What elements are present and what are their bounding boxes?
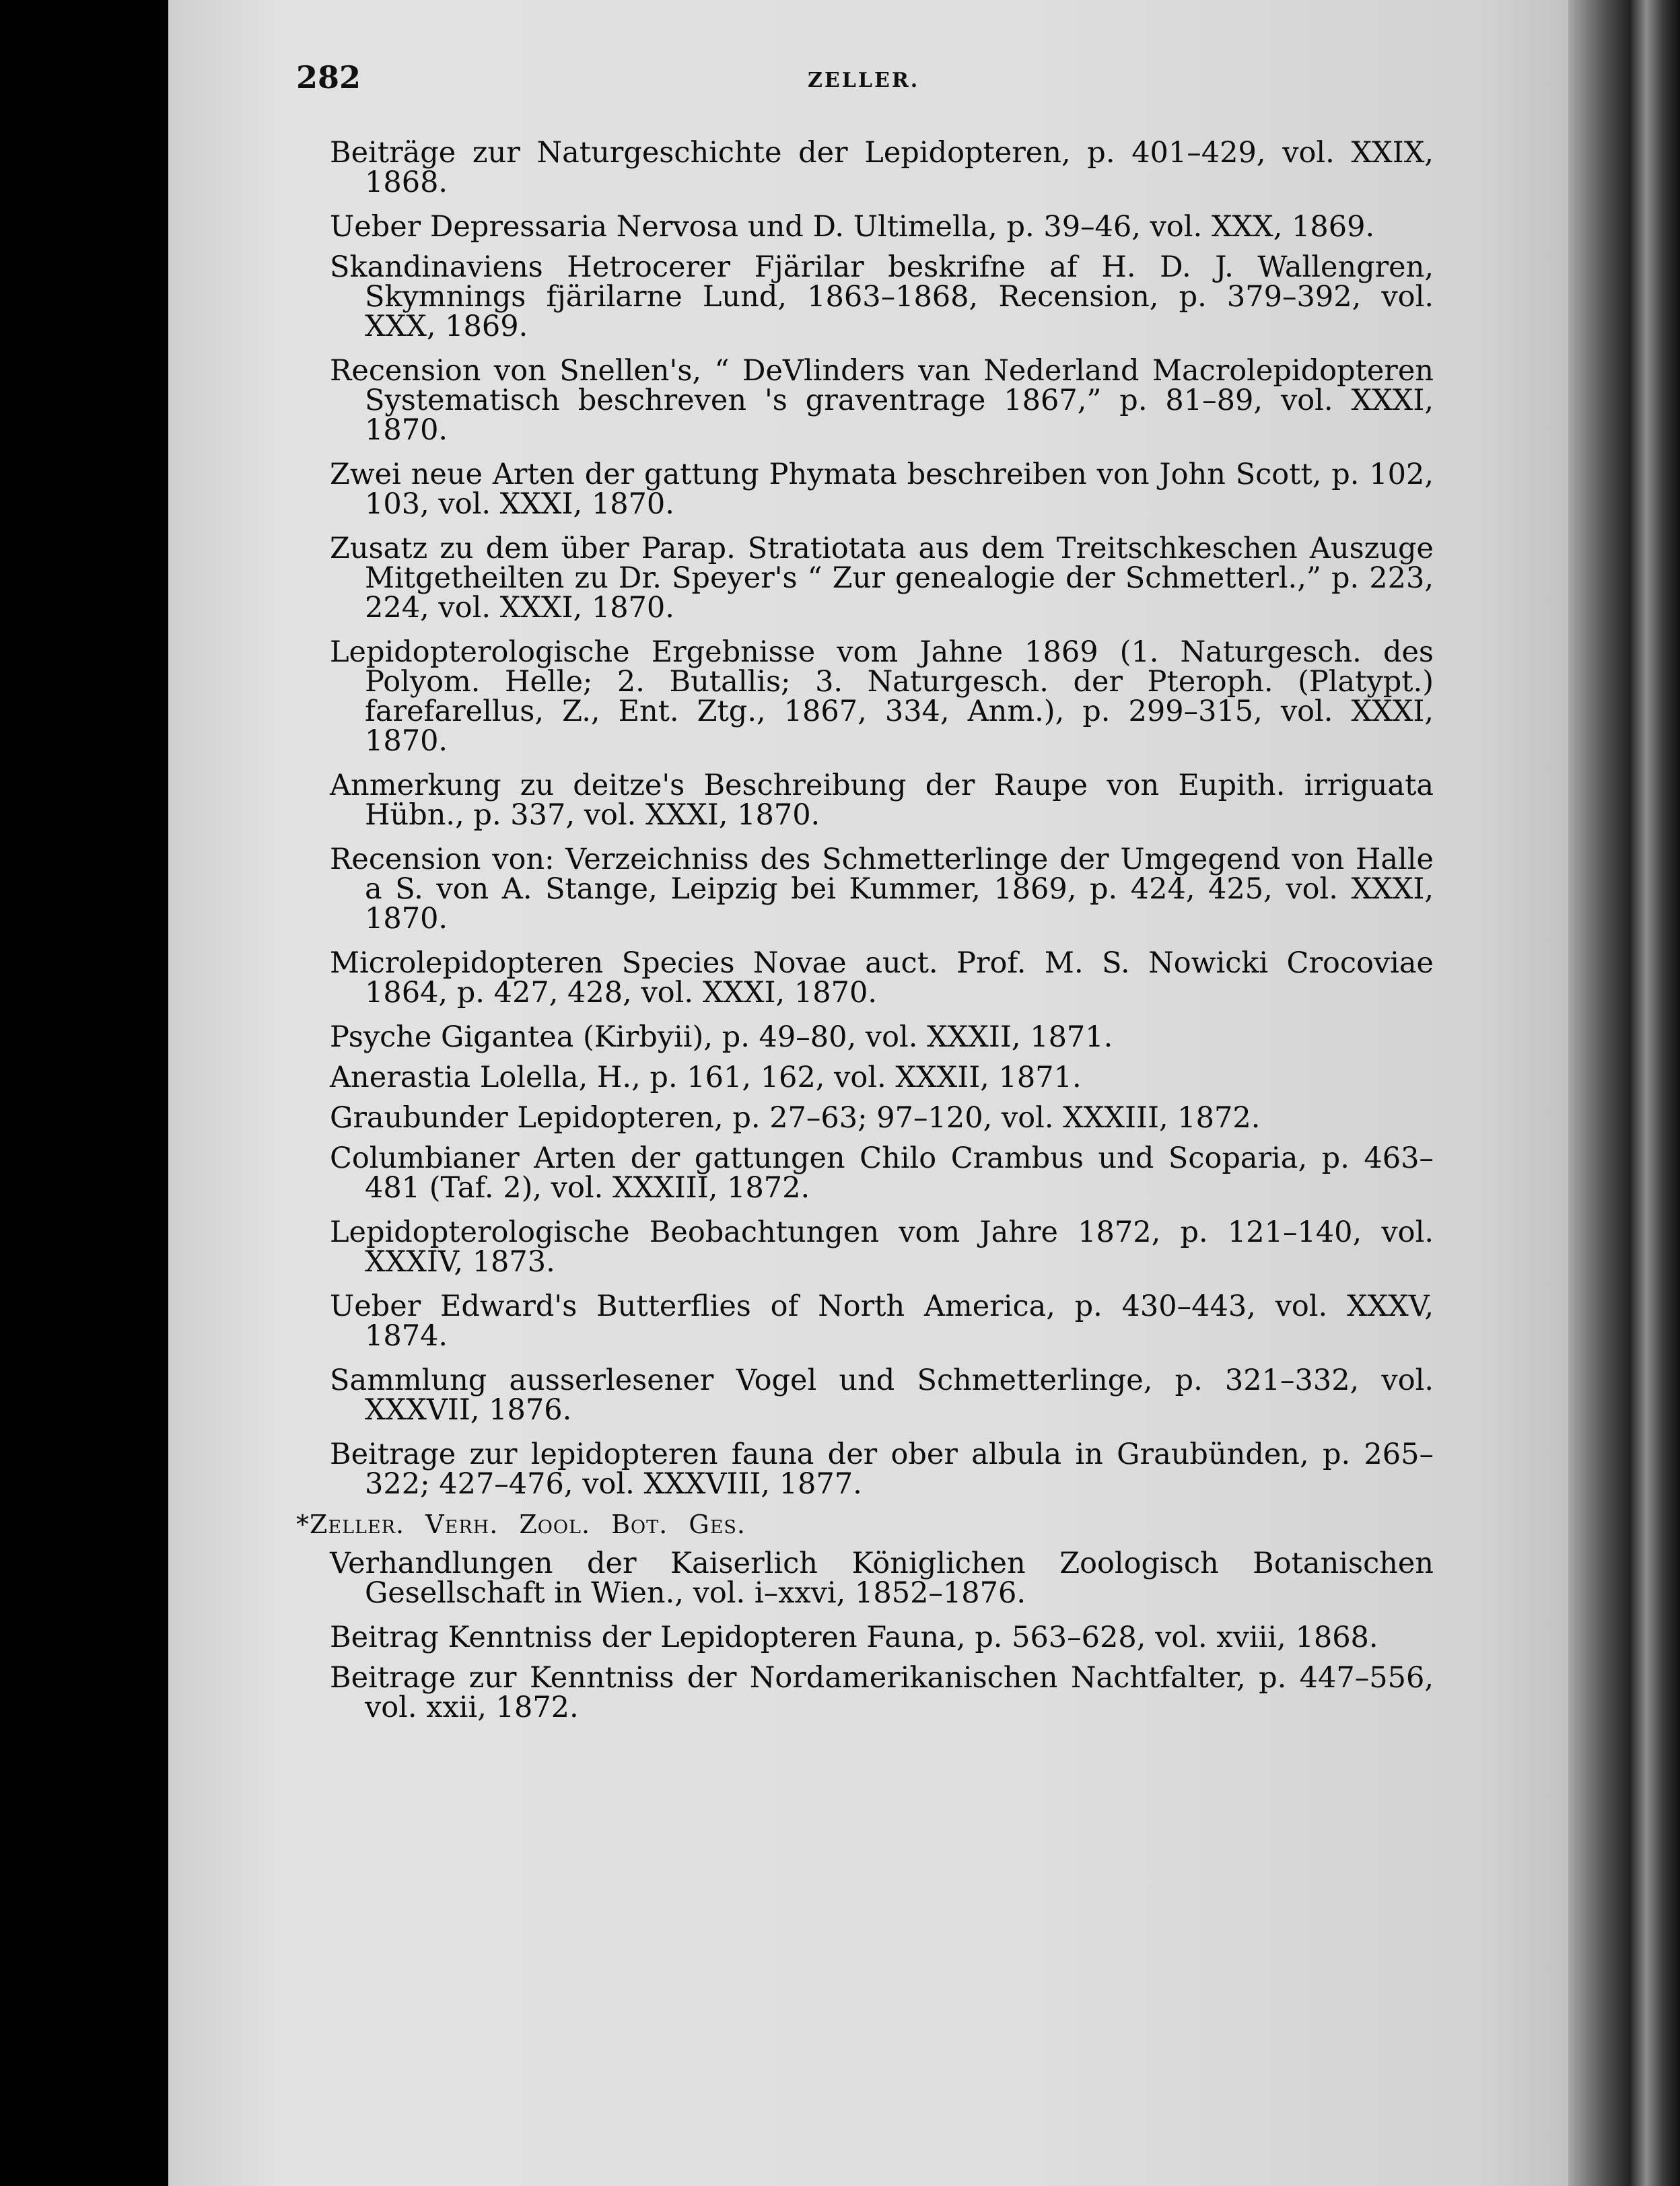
- bibliography-entry: Recension von: Verzeichniss des Schmetterlinge der Umgegend von Halle a S. von A. Stange, Leipzig bei Kummer, 1869, p. 424, 425, vol. XXXI, 1870.: [330, 843, 1434, 936]
- bibliography-entry: Lepidopterologische Ergebnisse vom Jahne 1869 (1. Naturgesch. des Polyom. Helle; 2. Butallis; 3. Naturgesch. der Pteroph. (Platypt.) farefarellus, Z., Ent. Ztg., 1867, 334, Anm.), p. 299–315, vol. XXXI, 1870.: [330, 635, 1434, 758]
- bibliography-entry: Zusatz zu dem über Parap. Stratiotata aus dem Treitschkeschen Auszuge Mitgetheilten zu Dr. Speyer's “ Zur genealogie der Schmetterl.,” p. 223, 224, vol. XXXI, 1870.: [330, 532, 1434, 625]
- bibliography-entry: Verhandlungen der Kaiserlich Königlichen Zoologisch Botanischen Gesellschaft in Wien., vol. i–xxvi, 1852–1876.: [330, 1547, 1434, 1610]
- bibliography-entry: Beitrag Kenntniss der Lepidopteren Fauna, p. 563–628, vol. xviii, 1868.: [330, 1621, 1378, 1654]
- running-head: ZELLER.: [808, 69, 920, 92]
- bibliography-entry: Skandinaviens Hetrocerer Fjärilar beskrifne af H. D. J. Wallengren, Skymnings fjärilarne Lund, 1863–1868, Recension, p. 379–392, vol. XXX, 1869.: [330, 250, 1434, 343]
- book-binding-edge: [1568, 0, 1680, 2186]
- bibliography-entry: Anmerkung zu deitze's Beschreibung der Raupe von Eupith. irriguata Hübn., p. 337, vol. XXXI, 1870.: [330, 769, 1434, 832]
- bibliography-entry: Ueber Depressaria Nervosa und D. Ultimella, p. 39–46, vol. XXX, 1869.: [330, 210, 1375, 244]
- bibliography-entry: Sammlung ausserlesener Vogel und Schmetterlinge, p. 321–332, vol. XXXVII, 1876.: [330, 1364, 1434, 1427]
- page-header: [296, 59, 1440, 100]
- bibliography-entry: Lepidopterologische Beobachtungen vom Jahre 1872, p. 121–140, vol. XXXIV, 1873.: [330, 1215, 1434, 1279]
- bibliography-entry: Columbianer Arten der gattungen Chilo Crambus und Scoparia, p. 463–481 (Taf. 2), vol. XXXIII, 1872.: [330, 1141, 1434, 1205]
- bibliography-entry: Anerastia Lolella, H., p. 161, 162, vol. XXXII, 1871.: [330, 1061, 1082, 1094]
- page-number: 282: [296, 59, 361, 96]
- bibliography-entry: Beiträge zur Naturgeschichte der Lepidopteren, p. 401–429, vol. XXIX, 1868.: [330, 136, 1434, 199]
- bibliography-entry: Ueber Edward's Butterflies of North America, p. 430–443, vol. XXXV, 1874.: [330, 1290, 1434, 1353]
- bibliography-entry: Psyche Gigantea (Kirbyii), p. 49–80, vol. XXXII, 1871.: [330, 1020, 1113, 1054]
- bibliography-entry: Graubunder Lepidopteren, p. 27–63; 97–120, vol. XXXIII, 1872.: [330, 1101, 1261, 1135]
- bibliography-entry: Beitrage zur lepidopteren fauna der ober albula in Graubünden, p. 265–322; 427–476, vol. XXXVIII, 1877.: [330, 1438, 1434, 1501]
- bibliography-list: [296, 136, 1434, 1737]
- bibliography-entry: Zwei neue Arten der gattung Phymata beschreiben von John Scott, p. 102, 103, vol. XXXI, 1870.: [330, 458, 1434, 521]
- section-heading: *Zeller. Verh. Zool. Bot. Ges.: [296, 1510, 746, 1539]
- bibliography-entry: Microlepidopteren Species Novae auct. Prof. M. S. Nowicki Crocoviae 1864, p. 427, 428, vol. XXXI, 1870.: [330, 946, 1434, 1010]
- bibliography-entry: Recension von Snellen's, “ DeVlinders van Nederland Macrolepidopteren Systematisch beschreven 's graventrage 1867,” p. 81–89, vol. XXXI, 1870.: [330, 354, 1434, 447]
- bibliography-entry: Beitrage zur Kenntniss der Nordamerikanischen Nachtfalter, p. 447–556, vol. xxii, 1872.: [330, 1661, 1434, 1724]
